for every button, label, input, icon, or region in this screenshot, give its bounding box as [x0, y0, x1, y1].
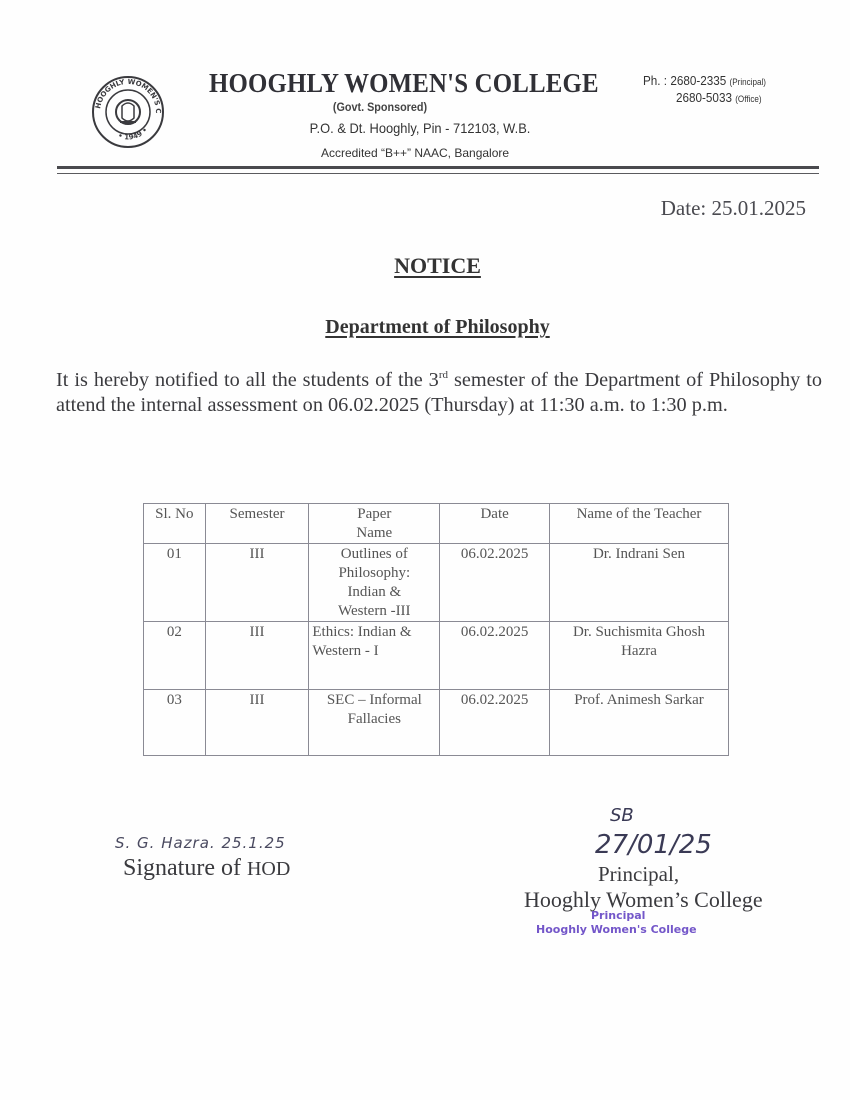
header-paper-name: Paper Name [309, 504, 440, 544]
notice-body-part2: semester of the Department of Philosophy to attend the internal assessment on 06.02.2025 (Thursday) at 11:30 a.m. to 1:30 p.m. [56, 369, 822, 416]
college-name: HOOGHLY WOMEN'S COLLEGE [209, 68, 599, 98]
table-row [144, 622, 729, 690]
cell-paper-name: Outlines of Philosophy: Indian & Western -III [309, 544, 440, 622]
accreditation-line: Accredited “B++” NAAC, Bangalore [320, 146, 510, 160]
principal-handwritten-date: 27/01/25 [595, 830, 712, 860]
header-date: Date [440, 504, 550, 544]
svg-text:• 1949 •: • 1949 • [116, 125, 150, 142]
svg-text:HOOGHLY WOMEN'S COLLEGE: HOOGHLY WOMEN'S C [94, 77, 163, 114]
signature-label-text: Signature of [123, 855, 247, 881]
cell-semester: III [205, 622, 309, 690]
cell-date: 06.02.2025 [440, 622, 550, 690]
college-address: P.O. & Dt. Hooghly, Pin - 712103, W.B. [309, 120, 531, 136]
cell-date: 06.02.2025 [440, 544, 550, 622]
principal-college: Hooghly Women’s College [524, 887, 763, 912]
cell-semester: III [205, 544, 309, 622]
college-status: (Govt. Sponsored) [332, 100, 428, 114]
principal-title: Principal, [598, 862, 680, 886]
notice-body [56, 368, 822, 418]
cell-sl-no: 02 [144, 622, 206, 690]
header-rule-thin [57, 173, 819, 174]
department-title: Department of Philosophy [325, 316, 550, 338]
cell-paper-name: SEC – Informal Fallacies [309, 690, 440, 756]
principal-stamp-line2: Hooghly Women's College [536, 923, 697, 936]
header-semester: Semester [205, 504, 309, 544]
cell-date: 06.02.2025 [440, 690, 550, 756]
cell-sl-no: 01 [144, 544, 206, 622]
principal-stamp-line1: Principal [591, 909, 646, 922]
phone-office [676, 90, 762, 105]
table-row [144, 690, 729, 756]
notice-title: NOTICE [394, 253, 481, 278]
header-rule-thick [57, 166, 819, 169]
table-row [144, 544, 729, 622]
phone-note: (Principal) [729, 77, 767, 87]
ordinal-suffix: rd [438, 369, 448, 382]
phone-note: (Office) [735, 94, 762, 104]
phone-number: 2680-5033 [676, 90, 732, 105]
header-sl-no: Sl. No [144, 504, 206, 544]
cell-semester: III [205, 690, 309, 756]
signature-role: HOD [246, 858, 291, 880]
cell-paper-name: Ethics: Indian & Western - I [309, 622, 440, 690]
cell-teacher: Dr. Suchismita Ghosh Hazra [549, 622, 728, 690]
header-teacher: Name of the Teacher [549, 504, 728, 544]
cell-teacher: Prof. Animesh Sarkar [549, 690, 728, 756]
cell-sl-no: 03 [144, 690, 206, 756]
assessment-schedule-table [143, 503, 729, 756]
phone-number: Ph. : 2680-2335 [643, 73, 727, 88]
principal-initials: SB [610, 805, 634, 826]
hod-handwritten-signature: S. G. Hazra. 25.1.25 [115, 834, 286, 852]
notice-body-part1: It is hereby notified to all the students of the 3 [56, 369, 439, 391]
table-header-row [144, 504, 729, 544]
phone-principal [643, 73, 766, 88]
notice-date: Date: 25.01.2025 [660, 196, 806, 220]
cell-teacher: Dr. Indrani Sen [549, 544, 728, 622]
hod-signature-label [123, 855, 290, 882]
